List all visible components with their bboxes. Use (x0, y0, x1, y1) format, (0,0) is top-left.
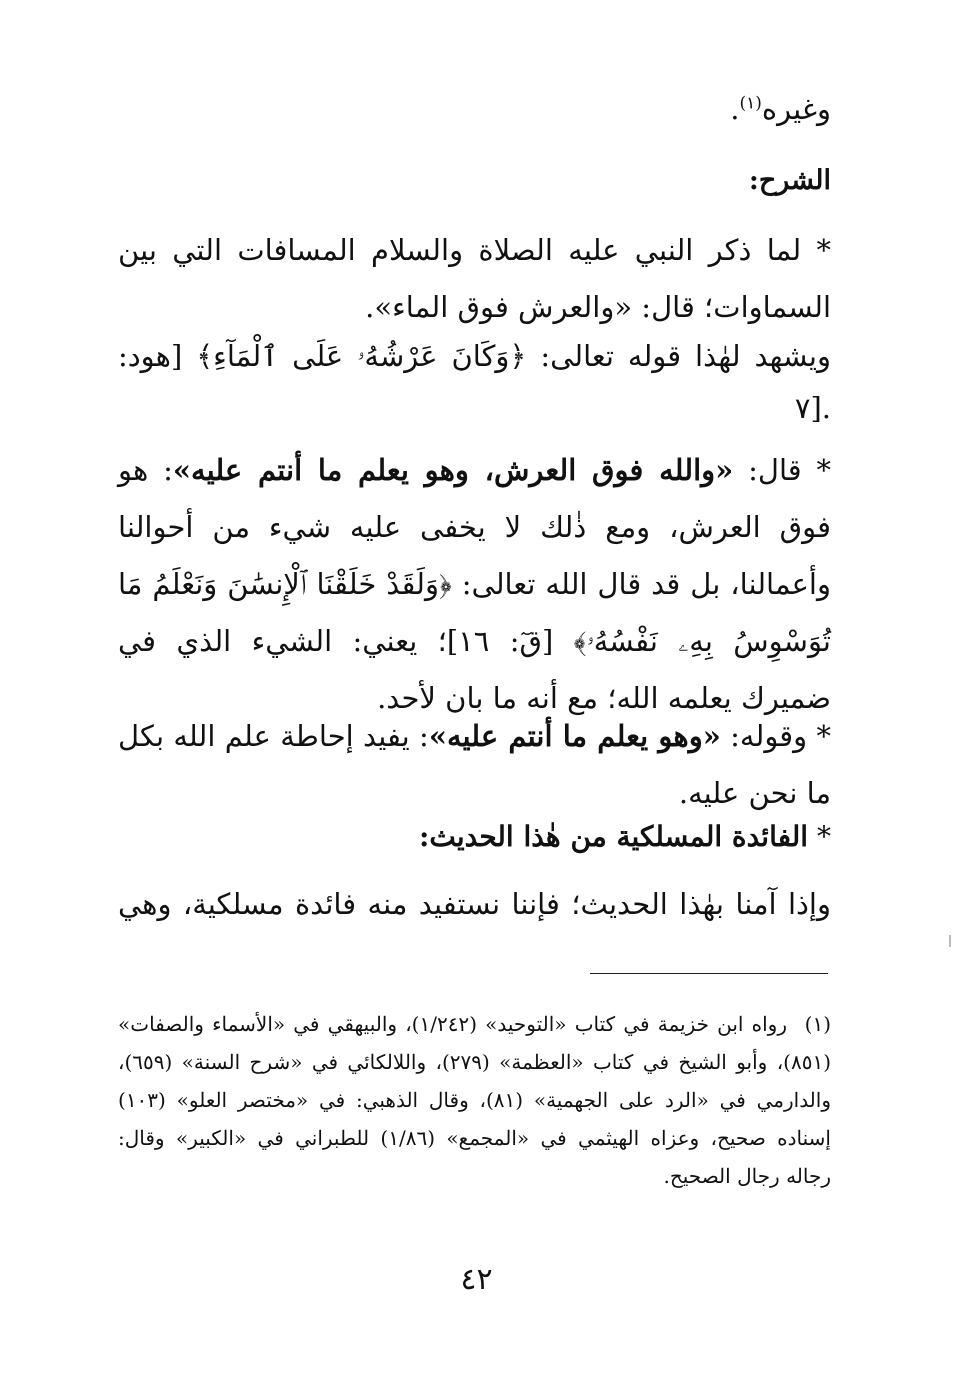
footnote-number: (١) (804, 1012, 831, 1036)
p4-quote: «وهو يعلم ما أنتم عليه» (428, 719, 721, 753)
continuation-text: وغيره (761, 92, 831, 126)
scan-edge-mark (949, 935, 951, 947)
benefit-star: * (817, 820, 831, 853)
footnote (118, 1005, 831, 1195)
p3-quote: «والله فوق العرش، وهو يعلم ما أنتم عليه» (172, 453, 734, 487)
sharh-heading: الشرح: (748, 165, 831, 196)
paragraph-1: * لما ذكر النبي عليه الصلاة والسلام المسافات التي بين السماوات؛ قال: «والعرش فوق الماء». (118, 233, 831, 324)
footnote-separator (590, 973, 828, 974)
continuation-line (730, 92, 831, 126)
continuation-end: . (730, 92, 740, 126)
p4-intro: * وقوله: (720, 719, 831, 753)
paragraph-4 (118, 708, 831, 822)
paragraph-6: وإذا آمنا بهٰذا الحديث؛ فإننا نستفيد منه فائدة مسلكية، وهي (118, 887, 831, 921)
footnote-ref[interactable]: (١) (739, 93, 762, 114)
p4-rest: : يفيد إحاطة علم الله بكل ما نحن عليه. (118, 719, 831, 810)
paragraph-3 (118, 442, 831, 727)
benefit-heading (419, 820, 831, 853)
benefit-heading-text: الفائدة المسلكية من هٰذا الحديث: (419, 820, 809, 853)
p3-intro: * قال: (733, 453, 832, 487)
paragraph-2-line-2: ٧]. (794, 391, 831, 425)
p3-rest: : هو فوق العرش، ومع ذٰلك لا يخفى عليه شيء من أحوالنا وأعمالنا، بل قد قال الله تعالى: ﴿وَلَقَدْ خَلَقْنَا ٱلْإِنسَٰنَ وَنَعْلَمُ مَا تُوَسْوِسُ بِهِۦ نَفْسُهُۥ﴾ [قٓ: ١٦]؛ يعني: الشيء الذي في ضميرك يعلمه الله؛ مع أنه ما بان لأحد. (118, 453, 831, 715)
paragraph-2-line-1: ويشهد لهٰذا قوله تعالى: ﴿وَكَانَ عَرْشُهُۥ عَلَى ٱلْمَآءِ﴾ [هود: (118, 339, 831, 373)
page-number: ٤٢ (460, 1262, 493, 1297)
footnote-text: رواه ابن خزيمة في كتاب «التوحيد» (١/٢٤٢)، والبيهقي في «الأسماء والصفات» (٨٥١)، وأبو الشيخ في كتاب «العظمة» (٢٧٩)، واللالكائي في «شرح السنة» (٦٥٩)، والدارمي في «الرد على الجهمية» (٨١)، وقال الذهبي: في «مختصر العلو» (١٠٣) إسناده صحيح، وعزاه الهيثمي في «المجمع» (١/٨٦) للطبراني في «الكبير» وقال: رجاله رجال الصحيح. (118, 1012, 831, 1188)
